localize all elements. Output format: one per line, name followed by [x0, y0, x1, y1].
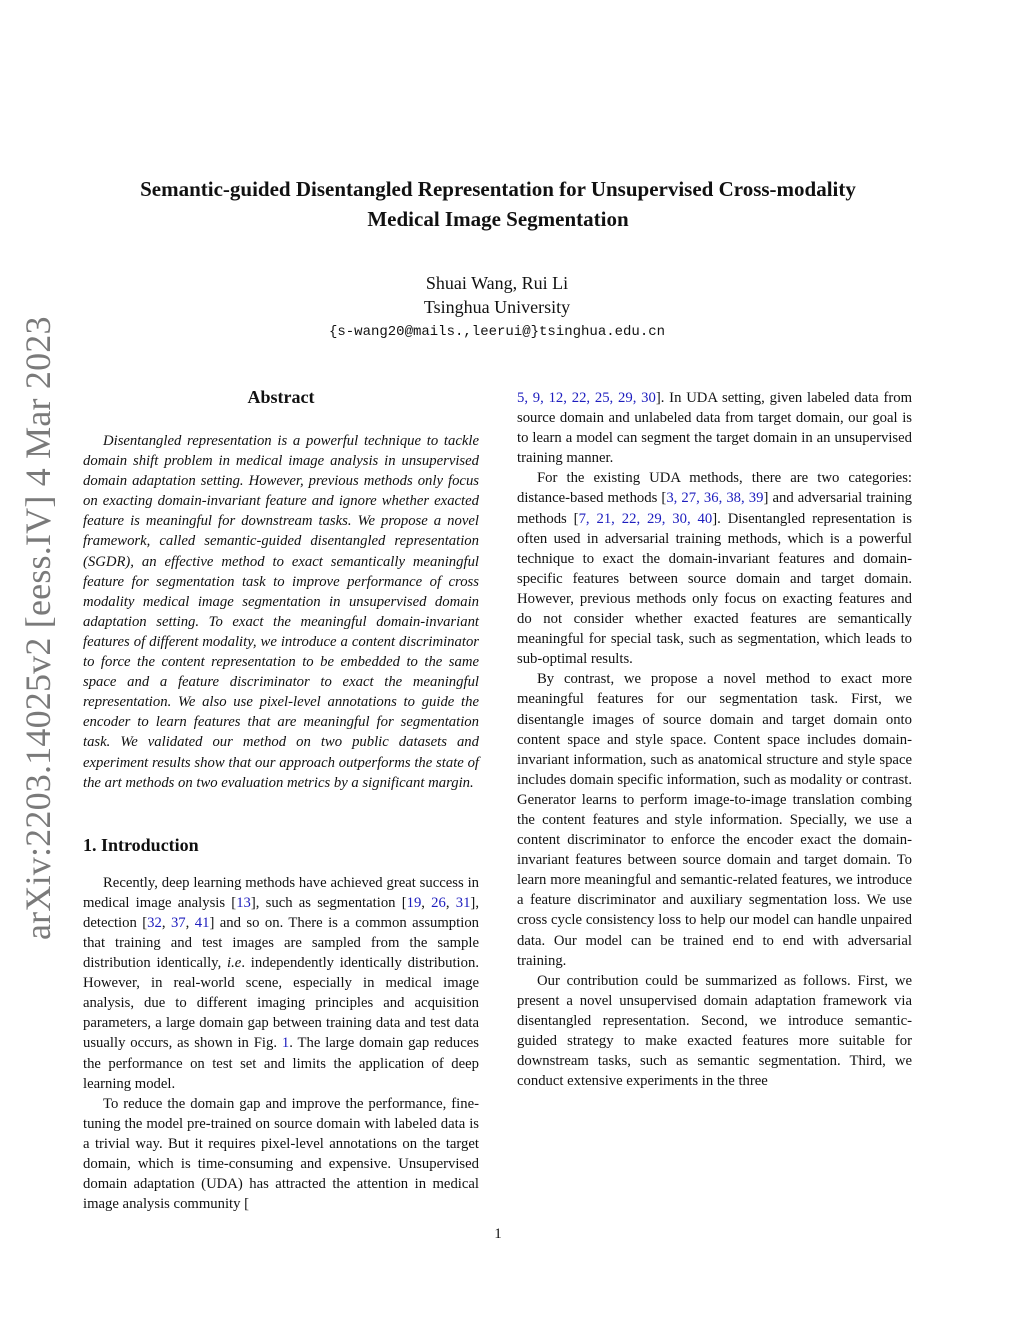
introduction-heading: 1. Introduction — [83, 834, 199, 855]
arxiv-side-stamp: arXiv:2203.14025v2 [eess.IV] 4 Mar 2023 — [18, 316, 58, 940]
abstract-text: Disentangled representation is a powerful technique to tackle domain shift problem in medical image analysis in unsupervised domain adaptation setting. However, previous methods only focus on exacting domain-invariant feature and ignore whether exacted feature is meaningful for downstream tasks. We propose a novel framework, called semantic-guided disentangled representation (SGDR), an effective method to exact semantically meaningful feature for segmentation task to improve performance of cross modality medical image segmentation in unsupervised domain adaptation setting. To exact the meaningful domain-invariant features of different modality, we introduce a content discriminator to force the content representation to be embedded to the same space and a feature discriminator to exact the meaningful representation. We also use pixel-level annotations to guide the encoder to learn features that are meaningful for segmentation task. We validated our method on two public datasets and experiment results show that our approach outperforms the state of the art methods on two evaluation metrics by a significant margin. — [83, 433, 479, 791]
figure-link[interactable]: 1 — [281, 1035, 290, 1052]
author-email: {s-wang20@mails.,leerui@}tsinghua.edu.cn — [328, 324, 666, 340]
intro-paragraph-5: Our contribution could be summarized as follows. First, we present a novel unsupervised domain adaptation framework via disentangled representation. Second, we introduce semantic-guided strategy to make exacted features more suitable for downstream tasks, such as semantic segmentation. Third, we conduct extensive experiments in the three — [517, 972, 912, 1090]
title-line-2: Medical Image Segmentation — [367, 207, 629, 231]
abstract-heading: Abstract — [247, 387, 315, 407]
page-number: 1 — [494, 1226, 502, 1242]
citation-link[interactable]: 31 — [455, 894, 471, 911]
author-names: Shuai Wang, Rui Li — [425, 273, 569, 293]
affiliation: Tsinghua University — [423, 297, 571, 317]
author-block — [212, 271, 782, 345]
citation-link[interactable]: 19 — [406, 894, 422, 911]
left-column — [83, 385, 479, 1214]
intro-paragraph-4: By contrast, we propose a novel method to exact more meaningful features for our segmentation task. First, we disentangle images of source domain and target domain onto content space and style space. Content space includes domain-invariant information, such as anatomical structure and style space includes domain specific information, such as modality or contrast. Generator learns to perform image-to-image translation combing the content features and style information. Specially, we use a content discriminator to enforce the encoder exact the domain-invariant features between source domain and target domain. To learn more meaningful and semantic-related features, we introduce a feature discriminator and auxiliary segmentation loss. We use cross cycle consistency loss to help our model can handle unpaired data. Our model can be trained end to end with adversarial training. — [517, 671, 912, 969]
right-column — [517, 388, 912, 1091]
title-line-1: Semantic-guided Disentangled Representation for Unsupervised Cross-modality — [140, 177, 856, 201]
citation-link[interactable]: 26 — [431, 894, 446, 911]
citation-link[interactable]: 41 — [194, 914, 210, 931]
intro-paragraph-2: To reduce the domain gap and improve the performance, fine-tuning the model pre-trained on source domain with labeled data is a trivial way. But it requires pixel-level annotations on the target domain, which is time-consuming and expensive. Unsupervised domain adaptation (UDA) has attracted the attention in medical image analysis community [ — [83, 1095, 479, 1213]
citation-link[interactable]: 13 — [236, 894, 251, 911]
intro-paragraph-1: Recently, deep learning methods have achieved great success in medical image analysis [13], such as segmentation [19, 26, 31], detection [32, 37, 41] and so on. There is a common assumption that training and test images are sampled from the sample distribution identically, i.e. independently identically distribution. However, in real-world scene, especially in medical image analysis, due to different imaging principles and acquisition parameters, a large domain gap between training data and test data usually occurs, as shown in Fig. 1. The large domain gap reduces the performance on test set and limits the application of deep learning model. — [83, 874, 480, 1092]
citation-link[interactable]: 37 — [170, 914, 186, 931]
citation-link[interactable]: 7, 21, 22, 29, 30, 40 — [578, 510, 713, 527]
citation-link[interactable]: 5, 9, 12, 22, 25, 29, 30 — [517, 390, 656, 406]
citation-link[interactable]: 3, 27, 36, 38, 39 — [666, 490, 764, 507]
intro-paragraph-2-continued: 5, 9, 12, 22, 25, 29, 30]. In UDA setting, given labeled data from source domain and unlabeled data from target domain, our goal is to learn a model can segment the target domain in an unsupervised training manner. — [517, 390, 912, 467]
citation-link[interactable]: 32 — [147, 914, 162, 931]
intro-paragraph-3: For the existing UDA methods, there are two categories: distance-based methods [3, 27, 36, 38, 39] and adversarial training methods [7, 21, 22, 29, 30, 40]. Disentangled representation is often used in adversarial training methods, which is a powerful technique to exact the domain-invariant features and domain-specific features between source domain and target domain. However, previous methods only focus on exacting features and do not consider whether exacted features are semantically meaningful for special task, such as segmentation, which leads to sub-optimal results. — [517, 470, 912, 668]
paper-title — [70, 174, 926, 234]
